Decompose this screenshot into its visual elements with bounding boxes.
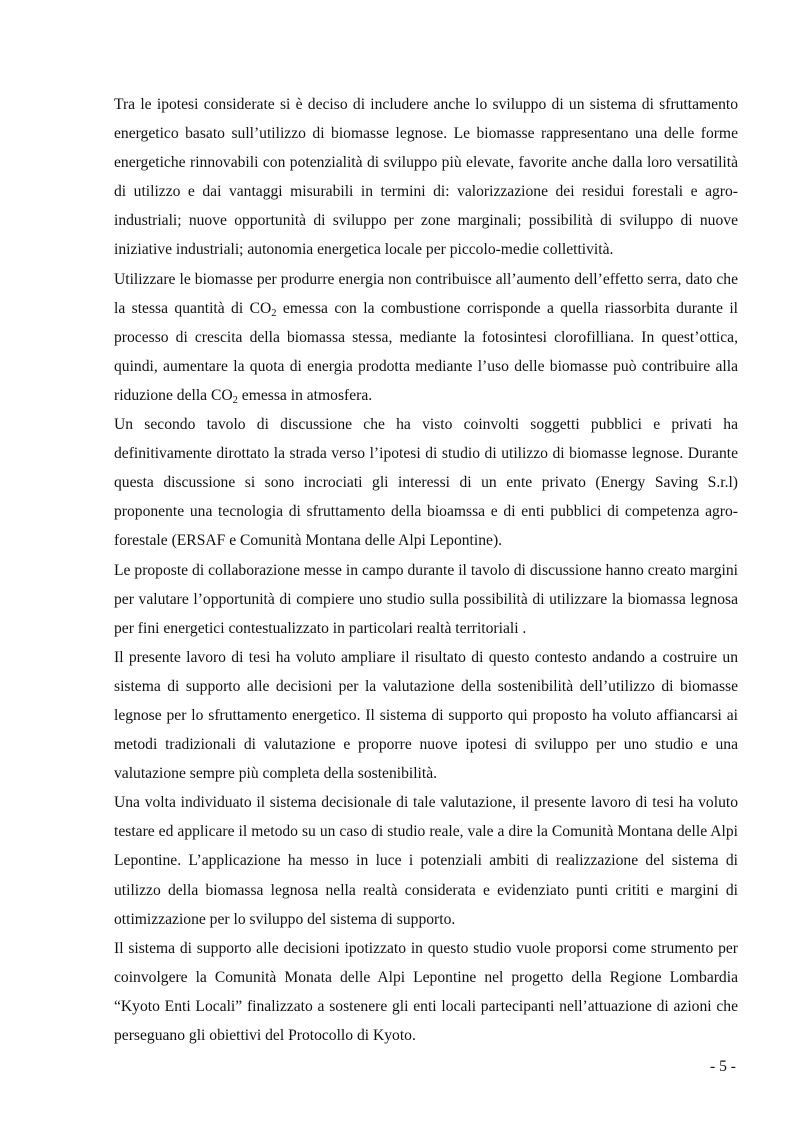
- co2-subscript: 2: [232, 394, 238, 406]
- co2-subscript: 2: [271, 307, 277, 319]
- paragraph-text-segment: Utilizzare le biomasse per produrre energia non contribuisce all’aumento dell’effetto serra, dato che la stessa quantità di CO: [114, 270, 738, 317]
- paragraph-discussion-table: Un secondo tavolo di discussione che ha visto coinvolti soggetti pubblici e privati ha definitivamente dirottato la strada verso l’ipotesi di studio di utilizzo di biomasse legnose. Durante questa discussione si sono incrociati gli interessi di un ente privato (Energy Saving S.r.l) proponente una tecnologia di sfruttamento della bioamssa e di enti pubblici di competenza agro-forestale (ERSAF e Comunità Montana delle Alpi Lepontine).: [114, 416, 738, 550]
- paragraph-collaboration: Le proposte di collaborazione messe in campo durante il tavolo di discussione hanno creato margini per valutare l’opportunità di compiere uno studio sulla possibilità di utilizzare la biomassa legnosa per fini energetici contestualizzato in particolari realtà territoriali .: [114, 561, 738, 637]
- paragraph-kyoto-project: Il sistema di supporto alle decisioni ipotizzato in questo studio vuole proporsi come strumento per coinvolgere la Comunità Monata delle Alpi Lepontine nel progetto della Regione Lombardia “Kyoto Enti Locali” finalizzato a sostenere gli enti locali partecipanti nell’attuazione di azioni che perseguano gli obiettivi del Protocollo di Kyoto.: [114, 939, 738, 1044]
- page-number: - 5 -: [710, 1058, 736, 1075]
- paragraph-biomass-intro: Tra le ipotesi considerate si è deciso di includere anche lo sviluppo di un sistema di sfruttamento energetico basato sull’utilizzo di biomasse legnose. Le biomasse rappresentano una delle forme energetiche rinnovabili con potenzialità di sviluppo più elevate, favorite anche dalla loro versatilità di utilizzo e dai vantaggi misurabili in termini di: valorizzazione dei residui forestali e agro-industriali; nuove opportunità di sviluppo per zone marginali; possibilità di sviluppo di nuove iniziative industriali; autonomia energetica locale per piccolo-medie collettività.: [114, 96, 738, 259]
- paragraph-greenhouse-effect: [114, 265, 738, 410]
- paragraph-case-study: Una volta individuato il sistema decisionale di tale valutazione, il presente lavoro di tesi ha voluto testare ed applicare il metodo su un caso di studio reale, vale a dire la Comunità Montana delle Alpi Lepontine. L’applicazione ha messo in luce i potenziali ambiti di realizzazione del sistema di utilizzo della biomassa legnosa nella realtà considerata e evidenziato punti crititi e margini di ottimizzazione per lo sviluppo del sistema di supporto.: [114, 794, 738, 928]
- paragraph-text-segment: emessa in atmosfera.: [237, 386, 373, 404]
- paragraph-text-segment: emessa con la combustione corrisponde a quella riassorbita durante il processo di crescita della biomassa stessa, mediante la fotosintesi clorofilliana. In quest’ottica, quindi, aumentare la quota di energia prodotta mediante l’uso delle biomasse può contribuire alla riduzione della CO: [114, 299, 738, 404]
- paragraph-thesis-scope: Il presente lavoro di tesi ha voluto ampliare il risultato di questo contesto andando a costruire un sistema di supporto alle decisioni per la valutazione della sostenibilità dell’utilizzo di biomasse legnose per lo sfruttamento energetico. Il sistema di supporto qui proposto ha voluto affiancarsi ai metodi tradizionali di valutazione e proporre nuove ipotesi di sviluppo per uno studio e una valutazione sempre più completa della sostenibilità.: [114, 648, 738, 783]
- document-body: [114, 90, 738, 1050]
